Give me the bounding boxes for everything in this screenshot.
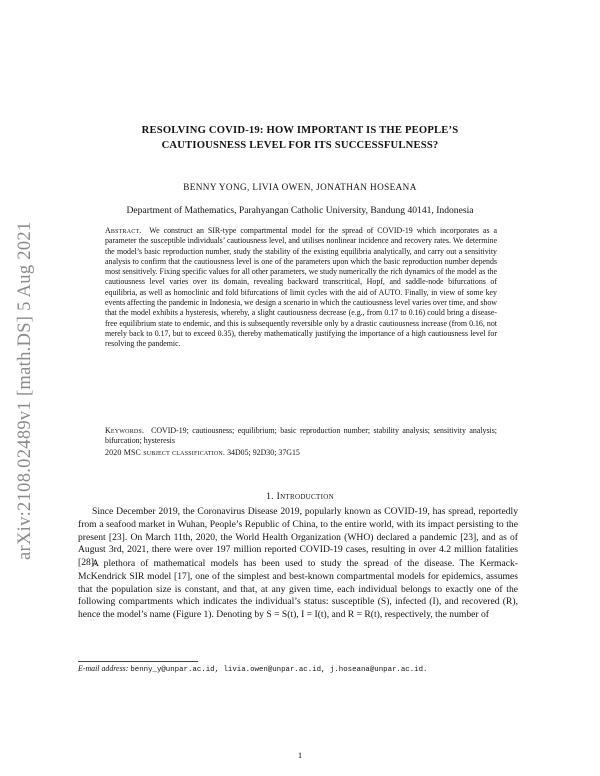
keywords-text: COVID-19; cautiousness; equilibrium; basic reproduction number; stability analysis; sensitivity analysis; bifurcation; hysteresis: [105, 426, 497, 446]
keywords-label: Keywords.: [105, 426, 145, 435]
section-heading-introduction: 1. Introduction: [266, 491, 334, 502]
msc-classification: [105, 448, 497, 458]
msc-text: 34D05; 92D30; 37G15: [227, 448, 300, 457]
footnote-emails: benny_y@unpar.ac.id, livia.owen@unpar.ac.id, j.hoseana@unpar.ac.id.: [130, 666, 428, 674]
author-list: BENNY YONG, LIVIA OWEN, JONATHAN HOSEANA: [183, 182, 417, 192]
abstract: [105, 226, 497, 350]
footnote-rule: [78, 661, 198, 662]
abstract-label: Abstract.: [105, 226, 142, 235]
title-line-2: CAUTIOUSNESS LEVEL FOR ITS SUCCESSFULNESS?: [161, 140, 439, 151]
intro-paragraph-2: A plethora of mathematical models has been used to study the spread of the disease. The Kermack-McKendrick SIR model [17], one of the simplest and best-known compartmental models for epidemics, assumes that the population size is constant, and that, at any given time, each individual belongs to exactly one of the following compartments which indicates the individual’s status: susceptible (S), infected (I), and recovered (R), hence the model’s name (Figure 1). Denoting by S = S(t), I = I(t), and R = R(t), respectively, the number of: [78, 558, 518, 621]
msc-label: 2020 MSC subject classification.: [105, 448, 226, 457]
affiliation: Department of Mathematics, Parahyangan Catholic University, Bandung 40141, Indonesia: [126, 205, 474, 216]
title-line-1: RESOLVING COVID-19: HOW IMPORTANT IS THE PEOPLE’S: [141, 125, 459, 136]
intro-paragraph-1: Since December 2019, the Coronavirus Disease 2019, popularly known as COVID-19, has spread, reportedly from a seafood market in Wuhan, People’s Republic of China, to the entire world, with its impact persisting to the present [23]. On March 11th, 2020, the World Health Organization (WHO) declared a pandemic [23], and as of August 3rd, 2021, there were over 197 million reported COVID-19 cases, resulting in over 4.2 million fatalities [28].: [78, 506, 518, 569]
arxiv-identifier: arXiv:2108.02489v1 [math.DS] 5 Aug 2021: [15, 221, 35, 560]
page-number: 1: [297, 750, 303, 760]
keywords: [105, 426, 497, 447]
footnote-label: E-mail address:: [78, 664, 129, 673]
footnote-email: [78, 664, 518, 675]
abstract-text: We construct an SIR-type compartmental model for the spread of COVID-19 which incorporates as a parameter the susceptible individuals’ cautiousness level, and utilises nonlinear incidence and recovery rates. We determine the model’s basic reproduction number, study the stability of the existing equilibria analytically, and carry out a sensitivity analysis to confirm that the cautiousness level is one of the parameters upon which the basic reproduction number depends most sensitively. Fixing specific values for all other parameters, we study numerically the rich dynamics of the model as the cautiousness level varies over its domain, revealing backward transcritical, Hopf, and saddle-node bifurcations of equilibria, as well as homoclinic and fold bifurcations of limit cycles with the aid of AUTO. Finally, in view of some key events affecting the pandemic in Indonesia, we design a scenario in which the cautiousness level varies over time, and show that the model exhibits a hysteresis, whereby, a slight cautiousness decrease (e.g., from 0.17 to 0.16) could bring a disease-free equilibrium state to endemic, and this is subsequently reversible only by a drastic cautiousness increase (from 0.16, not merely back to 0.17, but to exceed 0.35), thereby mathematically justifying the importance of a high cautiousness level for resolving the pandemic.: [105, 226, 497, 349]
paper-title: [100, 123, 500, 153]
